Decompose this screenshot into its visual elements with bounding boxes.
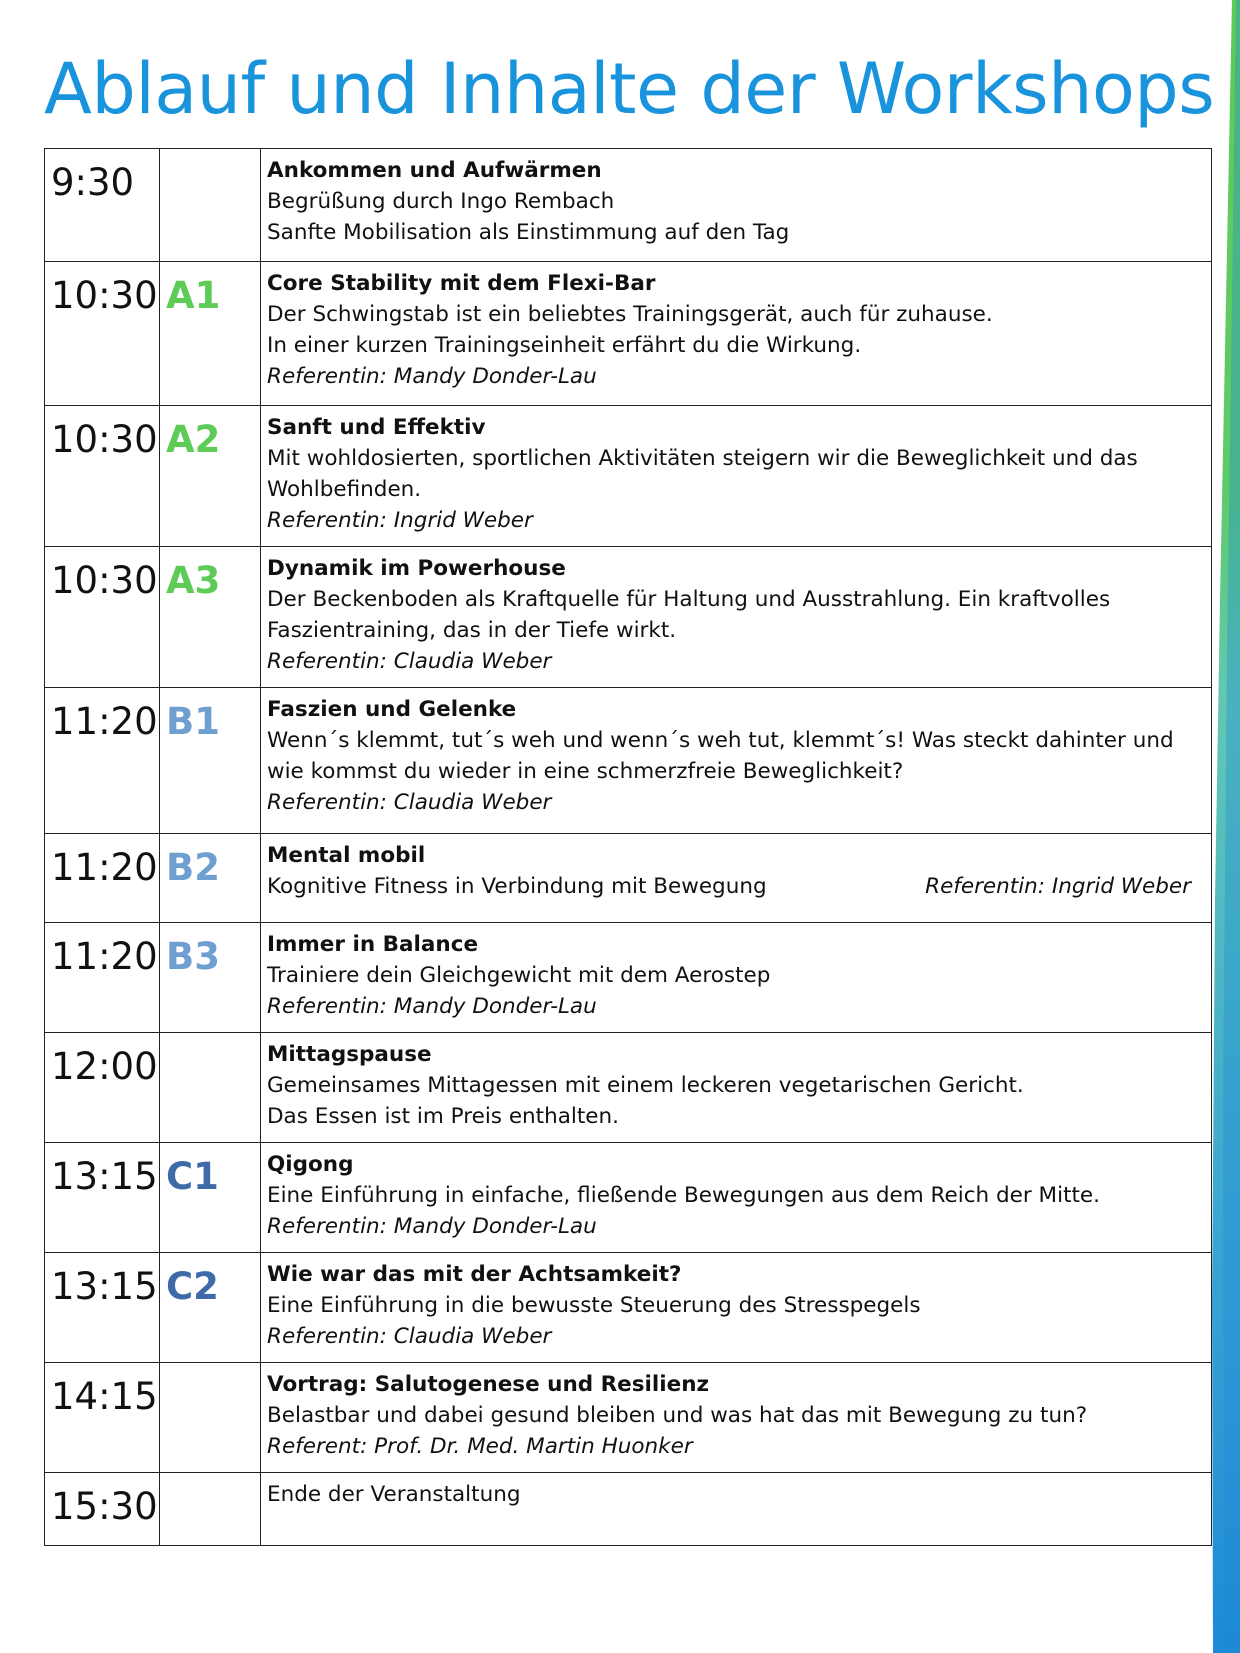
session-text: Das Essen ist im Preis enthalten.: [267, 1104, 619, 1129]
page-title: Ablauf und Inhalte der Workshops: [44, 48, 1215, 130]
description-cell: [261, 834, 1212, 923]
time-cell: 11:20: [45, 834, 160, 923]
session-title: Sanft und Effektiv: [267, 415, 486, 440]
session-title: Ankommen und Aufwärmen: [267, 158, 602, 183]
schedule-table: [44, 148, 1212, 1546]
workshop-code: C1: [160, 1143, 261, 1253]
time-cell: 10:30: [45, 262, 160, 406]
workshop-code: A1: [160, 262, 261, 406]
description-cell: [261, 1363, 1212, 1473]
speaker: Referentin: Ingrid Weber: [267, 508, 533, 533]
session-text: Mit wohldosierten, sportlichen Aktivitäten steigern wir die Beweglichkeit und das Wohlbefinden.: [267, 446, 1138, 502]
session-text: Der Schwingstab ist ein beliebtes Trainingsgerät, auch für zuhause.: [267, 302, 993, 327]
session-text: Wenn´s klemmt, tut´s weh und wenn´s weh tut, klemmt´s! Was steckt dahinter und wie kommst du wieder in eine schmerzfreie Beweglichkeit?: [267, 728, 1174, 784]
session-text: Trainiere dein Gleichgewicht mit dem Aerostep: [267, 963, 771, 988]
description-cell: [261, 1033, 1212, 1143]
session-text: Gemeinsames Mittagessen mit einem leckeren vegetarischen Gericht.: [267, 1073, 1024, 1098]
table-row: [45, 547, 1212, 688]
session-text: Eine Einführung in einfache, fließende Bewegungen aus dem Reich der Mitte.: [267, 1183, 1100, 1208]
workshop-code: B3: [160, 923, 261, 1033]
time-cell: 10:30: [45, 547, 160, 688]
table-row: [45, 149, 1212, 262]
table-row: [45, 688, 1212, 834]
speaker: Referentin: Mandy Donder-Lau: [267, 994, 597, 1019]
session-text: Kognitive Fitness in Verbindung mit Bewegung: [267, 874, 767, 899]
session-title: Immer in Balance: [267, 932, 479, 957]
workshop-code: C2: [160, 1253, 261, 1363]
table-row: [45, 406, 1212, 547]
speaker: Referent: Prof. Dr. Med. Martin Huonker: [267, 1434, 693, 1459]
speaker: Referentin: Mandy Donder-Lau: [267, 1214, 597, 1239]
session-text: Ende der Veranstaltung: [267, 1482, 521, 1507]
table-row: [45, 1363, 1212, 1473]
workshop-code: [160, 1033, 261, 1143]
workshop-code: A2: [160, 406, 261, 547]
text-and-speaker: [267, 871, 1201, 902]
time-cell: 11:20: [45, 688, 160, 834]
time-cell: 13:15: [45, 1143, 160, 1253]
time-cell: 10:30: [45, 406, 160, 547]
session-text: Eine Einführung in die bewusste Steuerung des Stresspegels: [267, 1293, 921, 1318]
session-text: Begrüßung durch Ingo Rembach: [267, 189, 615, 214]
table-row: [45, 1473, 1212, 1546]
session-text: Sanfte Mobilisation als Einstimmung auf den Tag: [267, 220, 790, 245]
table-row: [45, 262, 1212, 406]
session-text: Belastbar und dabei gesund bleiben und was hat das mit Bewegung zu tun?: [267, 1403, 1088, 1428]
workshop-code: [160, 1363, 261, 1473]
session-title: Mental mobil: [267, 843, 426, 868]
speaker: Referentin: Claudia Weber: [267, 1324, 552, 1349]
table-row: [45, 1253, 1212, 1363]
time-cell: 13:15: [45, 1253, 160, 1363]
speaker: Referentin: Claudia Weber: [267, 649, 552, 674]
description-cell: [261, 406, 1212, 547]
workshop-code: [160, 149, 261, 262]
speaker: Referentin: Ingrid Weber: [925, 874, 1191, 899]
session-text: In einer kurzen Trainingseinheit erfährt du die Wirkung.: [267, 333, 862, 358]
time-cell: 14:15: [45, 1363, 160, 1473]
time-cell: 12:00: [45, 1033, 160, 1143]
table-row: [45, 834, 1212, 923]
description-cell: [261, 547, 1212, 688]
workshop-code: [160, 1473, 261, 1546]
session-title: Qigong: [267, 1152, 354, 1177]
session-title: Faszien und Gelenke: [267, 697, 517, 722]
workshop-code: B1: [160, 688, 261, 834]
workshop-code: B2: [160, 834, 261, 923]
workshop-code: A3: [160, 547, 261, 688]
session-text: Der Beckenboden als Kraftquelle für Haltung und Ausstrahlung. Ein kraftvolles Faszientraining, das in der Tiefe wirkt.: [267, 587, 1111, 643]
session-title: Dynamik im Powerhouse: [267, 556, 566, 581]
speaker: Referentin: Mandy Donder-Lau: [267, 364, 597, 389]
description-cell: [261, 1473, 1212, 1546]
time-cell: 15:30: [45, 1473, 160, 1546]
session-title: Vortrag: Salutogenese und Resilienz: [267, 1372, 710, 1397]
description-cell: [261, 262, 1212, 406]
description-cell: [261, 149, 1212, 262]
description-cell: [261, 688, 1212, 834]
table-row: [45, 1143, 1212, 1253]
table-row: [45, 923, 1212, 1033]
description-cell: [261, 1143, 1212, 1253]
description-cell: [261, 923, 1212, 1033]
session-title: Mittagspause: [267, 1042, 432, 1067]
session-title: Core Stability mit dem Flexi-Bar: [267, 271, 656, 296]
description-cell: [261, 1253, 1212, 1363]
table-row: [45, 1033, 1212, 1143]
time-cell: 11:20: [45, 923, 160, 1033]
time-cell: 9:30: [45, 149, 160, 262]
session-title: Wie war das mit der Achtsamkeit?: [267, 1262, 682, 1287]
speaker: Referentin: Claudia Weber: [267, 790, 552, 815]
